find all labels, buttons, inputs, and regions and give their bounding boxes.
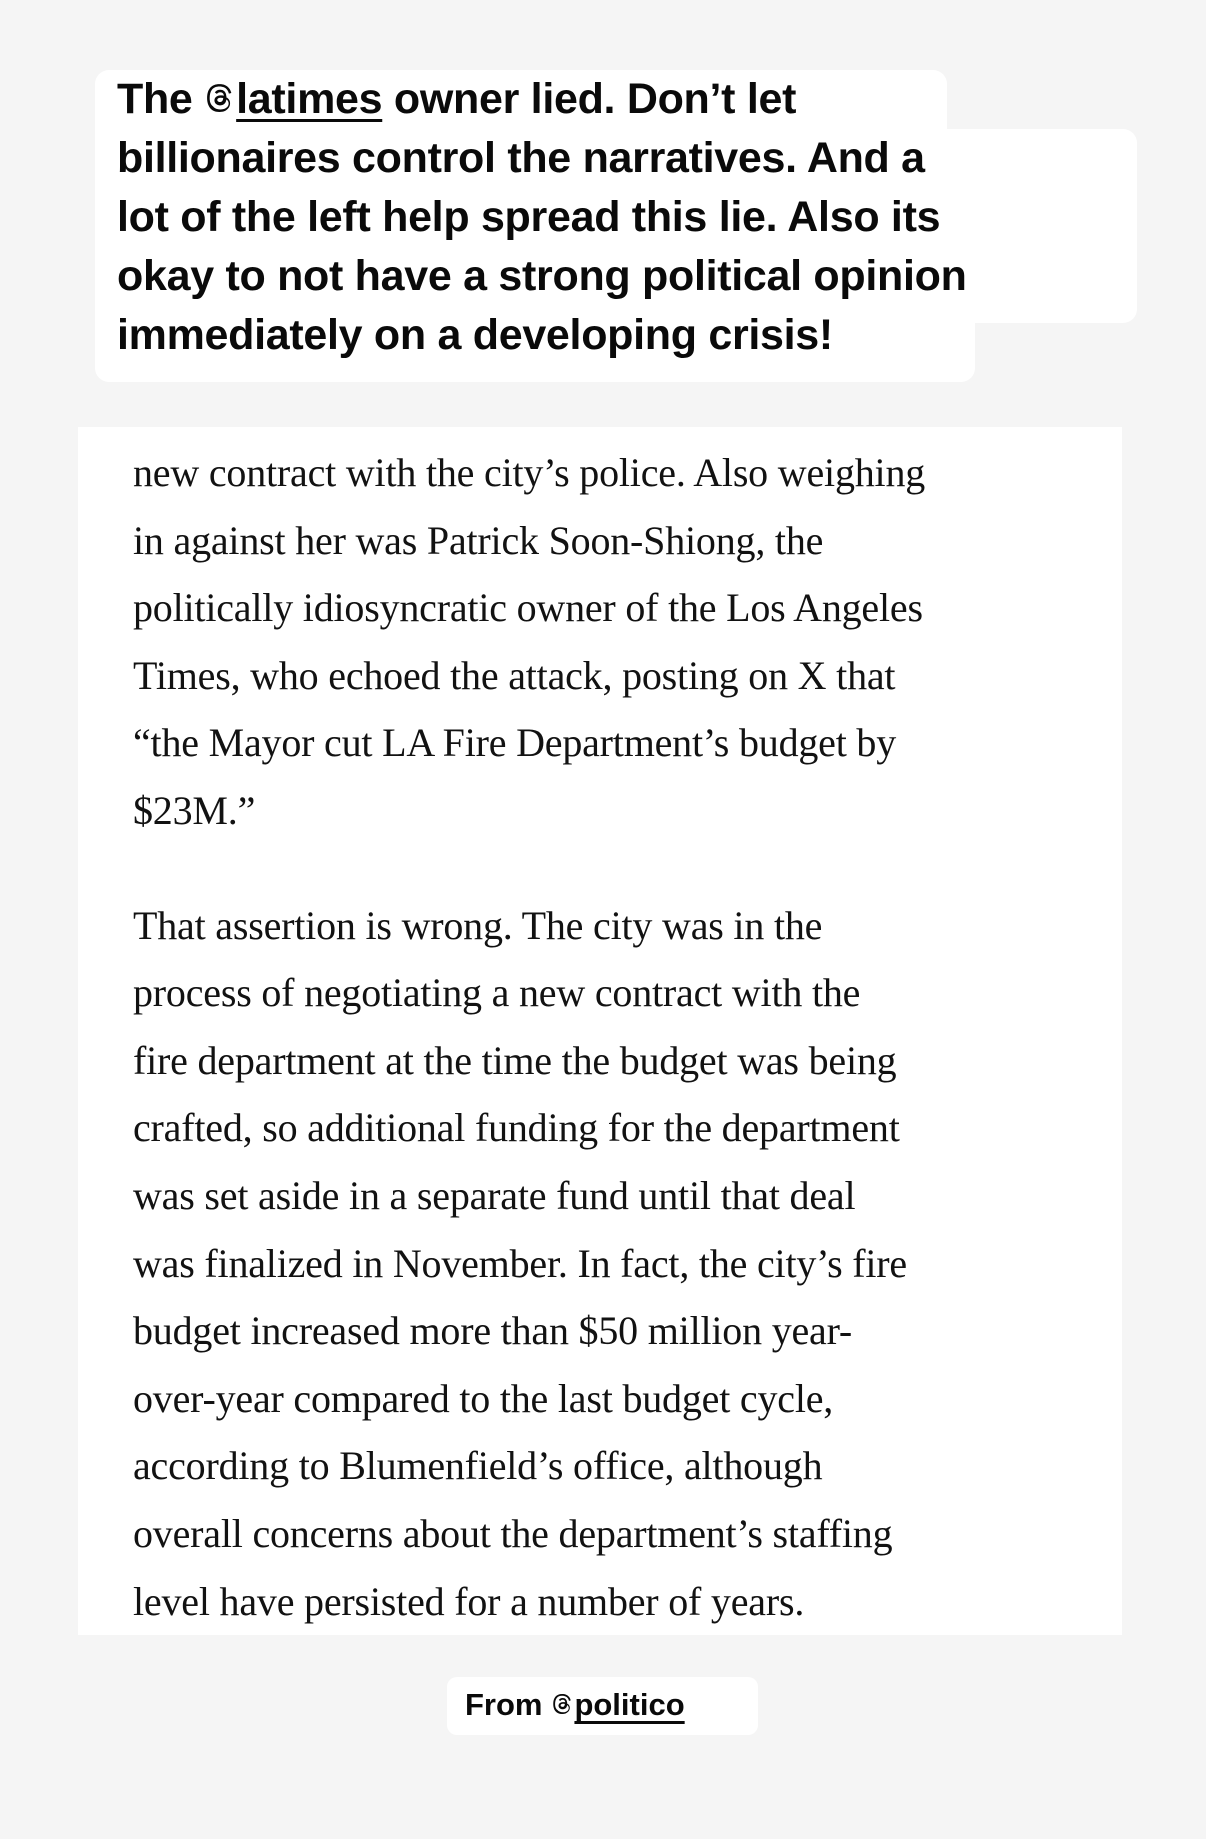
caption-text: owner lied. Don’t let bbox=[382, 75, 797, 123]
caption-text: The bbox=[117, 75, 205, 123]
threads-at-icon bbox=[551, 1691, 573, 1716]
mention-politico-link[interactable] bbox=[551, 1687, 685, 1722]
caption-line bbox=[95, 247, 1155, 306]
article-line: fire department at the time the budget was being bbox=[133, 1037, 897, 1083]
article-line: overall concerns about the department’s staffing bbox=[133, 1510, 893, 1556]
caption-text: lot of the left help spread this lie. Also its bbox=[117, 193, 941, 241]
article-line: politically idiosyncratic owner of the Los Angeles bbox=[133, 585, 923, 631]
mention-politico-text: politico bbox=[574, 1687, 685, 1722]
article-line: $23M.” bbox=[133, 787, 256, 833]
article-paragraph-1 bbox=[133, 439, 1113, 845]
article-line: in against her was Patrick Soon-Shiong, the bbox=[133, 517, 824, 563]
article-line: over-year compared to the last budget cycle, bbox=[133, 1375, 834, 1421]
caption-line bbox=[95, 129, 1155, 188]
threads-at-icon bbox=[204, 80, 235, 115]
source-tag bbox=[447, 1677, 758, 1735]
caption-line bbox=[95, 70, 1155, 129]
article-line: crafted, so additional funding for the department bbox=[133, 1105, 900, 1151]
mention-latimes-link[interactable] bbox=[204, 75, 382, 123]
article-line: process of negotiating a new contract with the bbox=[133, 970, 861, 1016]
article-line: according to Blumenfield’s office, although bbox=[133, 1443, 823, 1489]
article-line: was set aside in a separate fund until that deal bbox=[133, 1172, 856, 1218]
article-body bbox=[133, 439, 1113, 1635]
story-caption bbox=[95, 70, 1155, 365]
mention-latimes-text: latimes bbox=[236, 75, 383, 123]
article-line: budget increased more than $50 million year- bbox=[133, 1308, 853, 1354]
caption-line bbox=[95, 188, 1155, 247]
article-line: level have persisted for a number of years. bbox=[133, 1578, 805, 1624]
article-line: Times, who echoed the attack, posting on X that bbox=[133, 652, 896, 698]
caption-text: billionaires control the narratives. And a bbox=[117, 134, 925, 182]
article-line: “the Mayor cut LA Fire Department’s budget by bbox=[133, 720, 897, 766]
source-prefix: From bbox=[465, 1687, 552, 1722]
article-line: That assertion is wrong. The city was in the bbox=[133, 902, 823, 948]
article-line: was finalized in November. In fact, the city’s fire bbox=[133, 1240, 907, 1286]
article-line: new contract with the city’s police. Also weighing bbox=[133, 450, 926, 495]
article-paragraph-2 bbox=[133, 892, 1113, 1636]
caption-line bbox=[95, 306, 1155, 365]
caption-text: okay to not have a strong political opinion bbox=[117, 252, 967, 300]
caption-text: immediately on a developing crisis! bbox=[117, 311, 833, 359]
article-excerpt bbox=[78, 427, 1122, 1635]
